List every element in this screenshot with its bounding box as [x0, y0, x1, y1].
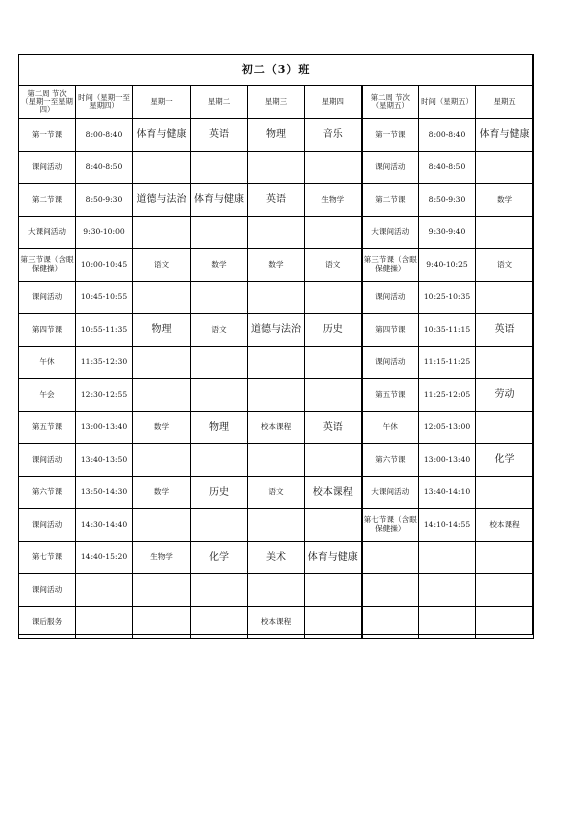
table-cell: 午休	[362, 411, 419, 444]
column-header: 星期一	[133, 86, 191, 119]
table-cell: 10:00-10:45	[76, 249, 133, 282]
table-cell: 第七节课（含眼保健操）	[362, 509, 419, 542]
table-cell: 数学	[476, 184, 534, 217]
table-row	[19, 184, 534, 217]
table-cell	[133, 151, 191, 184]
table-cell: 英语	[191, 119, 248, 152]
table-cell: 大课间活动	[362, 216, 419, 249]
table-cell: 8:40-8:50	[419, 151, 476, 184]
table-cell	[191, 216, 248, 249]
table-cell: 大课间活动	[19, 216, 76, 249]
table-cell	[191, 281, 248, 314]
table-cell: 14:40-15:20	[76, 541, 133, 574]
table-cell	[419, 541, 476, 574]
timetable-body	[19, 119, 534, 639]
table-cell: 13:40-14:10	[419, 476, 476, 509]
table-cell: 大课间活动	[362, 476, 419, 509]
table-cell	[419, 606, 476, 639]
table-cell: 课间活动	[362, 346, 419, 379]
table-cell	[476, 281, 534, 314]
column-header: 时间（星期五）	[419, 86, 476, 119]
table-cell	[476, 574, 534, 607]
table-cell: 物理	[248, 119, 305, 152]
table-cell: 英语	[305, 411, 362, 444]
table-cell: 历史	[191, 476, 248, 509]
table-cell: 物理	[191, 411, 248, 444]
table-cell	[76, 606, 133, 639]
table-cell: 12:30-12:55	[76, 379, 133, 412]
table-cell	[248, 216, 305, 249]
table-cell: 12:05-13:00	[419, 411, 476, 444]
table-cell: 第一节课	[19, 119, 76, 152]
table-cell: 语文	[191, 314, 248, 347]
table-cell: 化学	[476, 444, 534, 477]
table-cell: 10:35-11:15	[419, 314, 476, 347]
table-cell: 道德与法治	[133, 184, 191, 217]
table-cell: 校本课程	[248, 606, 305, 639]
table-cell	[362, 606, 419, 639]
table-cell: 课间活动	[19, 281, 76, 314]
table-cell: 体育与健康	[133, 119, 191, 152]
table-cell: 校本课程	[248, 411, 305, 444]
table-cell	[191, 444, 248, 477]
table-cell	[476, 216, 534, 249]
table-cell: 11:35-12:30	[76, 346, 133, 379]
table-cell: 体育与健康	[305, 541, 362, 574]
table-cell	[476, 346, 534, 379]
table-cell: 11:25-12:05	[419, 379, 476, 412]
table-cell: 11:15-11:25	[419, 346, 476, 379]
table-row	[19, 216, 534, 249]
table-cell	[476, 411, 534, 444]
table-cell: 第四节课	[19, 314, 76, 347]
table-cell	[248, 379, 305, 412]
table-cell: 第六节课	[19, 476, 76, 509]
table-cell: 第二节课	[19, 184, 76, 217]
column-header: 星期四	[305, 86, 362, 119]
table-cell: 第三节课（含眼保健操）	[19, 249, 76, 282]
column-header: 星期五	[476, 86, 534, 119]
table-cell: 午会	[19, 379, 76, 412]
table-cell	[476, 606, 534, 639]
table-cell: 10:55-11:35	[76, 314, 133, 347]
table-cell: 数学	[248, 249, 305, 282]
table-cell: 第四节课	[362, 314, 419, 347]
table-cell: 语文	[305, 249, 362, 282]
table-cell: 第六节课	[362, 444, 419, 477]
table-cell	[191, 606, 248, 639]
table-row	[19, 411, 534, 444]
table-cell: 第五节课	[362, 379, 419, 412]
table-row	[19, 151, 534, 184]
table-cell	[133, 444, 191, 477]
table-cell: 体育与健康	[476, 119, 534, 152]
table-cell: 英语	[248, 184, 305, 217]
table-cell: 10:25-10:35	[419, 281, 476, 314]
table-cell: 13:00-13:40	[419, 444, 476, 477]
table-cell: 音乐	[305, 119, 362, 152]
table-cell	[133, 281, 191, 314]
table-cell: 道德与法治	[248, 314, 305, 347]
column-header: 星期三	[248, 86, 305, 119]
table-cell: 13:40-13:50	[76, 444, 133, 477]
table-cell	[305, 216, 362, 249]
table-cell: 第三节课（含眼保健操）	[362, 249, 419, 282]
table-row	[19, 476, 534, 509]
table-cell: 8:00-8:40	[419, 119, 476, 152]
table-cell	[248, 574, 305, 607]
table-row	[19, 346, 534, 379]
table-cell: 数学	[133, 476, 191, 509]
table-cell: 课间活动	[362, 151, 419, 184]
table-cell: 8:50-9:30	[76, 184, 133, 217]
table-row	[19, 379, 534, 412]
timetable-sheet	[18, 54, 533, 639]
table-cell: 语文	[133, 249, 191, 282]
table-cell	[305, 346, 362, 379]
table-cell	[305, 379, 362, 412]
table-cell: 课间活动	[19, 574, 76, 607]
table-cell: 13:00-13:40	[76, 411, 133, 444]
table-cell: 校本课程	[305, 476, 362, 509]
table-cell	[362, 541, 419, 574]
table-cell: 物理	[133, 314, 191, 347]
table-cell	[305, 509, 362, 542]
table-cell	[476, 151, 534, 184]
table-cell: 化学	[191, 541, 248, 574]
table-cell: 美术	[248, 541, 305, 574]
table-cell	[191, 151, 248, 184]
column-header: 时间（星期一至星期四）	[76, 86, 133, 119]
table-cell: 课间活动	[362, 281, 419, 314]
table-cell	[248, 444, 305, 477]
table-cell: 生物学	[305, 184, 362, 217]
table-cell: 8:40-8:50	[76, 151, 133, 184]
table-cell: 第五节课	[19, 411, 76, 444]
table-cell	[191, 346, 248, 379]
table-cell	[248, 281, 305, 314]
table-cell	[305, 574, 362, 607]
table-cell	[476, 476, 534, 509]
table-cell: 14:30-14:40	[76, 509, 133, 542]
table-cell: 10:45-10:55	[76, 281, 133, 314]
table-row	[19, 281, 534, 314]
table-cell	[305, 444, 362, 477]
table-cell: 第一节课	[362, 119, 419, 152]
table-cell: 第二节课	[362, 184, 419, 217]
table-cell: 14:10-14:55	[419, 509, 476, 542]
table-row	[19, 509, 534, 542]
table-cell: 校本课程	[476, 509, 534, 542]
table-cell	[419, 574, 476, 607]
table-cell	[305, 281, 362, 314]
table-cell	[248, 509, 305, 542]
table-cell: 英语	[476, 314, 534, 347]
table-cell: 生物学	[133, 541, 191, 574]
table-cell: 数学	[133, 411, 191, 444]
table-row	[19, 541, 534, 574]
table-cell	[133, 574, 191, 607]
table-cell: 9:40-10:25	[419, 249, 476, 282]
table-cell	[362, 574, 419, 607]
table-row	[19, 444, 534, 477]
table-row	[19, 119, 534, 152]
table-cell: 9:30-10:00	[76, 216, 133, 249]
table-cell	[191, 509, 248, 542]
table-cell	[133, 346, 191, 379]
table-cell: 8:50-9:30	[419, 184, 476, 217]
table-cell: 劳动	[476, 379, 534, 412]
table-cell	[133, 606, 191, 639]
table-cell	[305, 606, 362, 639]
table-cell	[76, 574, 133, 607]
column-header: 第二周 节次（星期一至星期四）	[19, 86, 76, 119]
table-cell: 第七节课	[19, 541, 76, 574]
table-row	[19, 249, 534, 282]
table-cell: 数学	[191, 249, 248, 282]
table-cell: 语文	[476, 249, 534, 282]
table-cell: 8:00-8:40	[76, 119, 133, 152]
table-row	[19, 314, 534, 347]
table-cell: 体育与健康	[191, 184, 248, 217]
table-row	[19, 574, 534, 607]
header-row	[19, 86, 534, 119]
table-cell: 课后服务	[19, 606, 76, 639]
table-cell	[133, 216, 191, 249]
table-cell: 历史	[305, 314, 362, 347]
column-header: 星期二	[191, 86, 248, 119]
table-cell: 课间活动	[19, 509, 76, 542]
table-cell: 课间活动	[19, 444, 76, 477]
table-cell: 9:30-9:40	[419, 216, 476, 249]
table-cell	[191, 574, 248, 607]
table-cell	[133, 379, 191, 412]
table-cell: 语文	[248, 476, 305, 509]
table-cell	[476, 541, 534, 574]
table-cell	[133, 509, 191, 542]
table-cell	[248, 346, 305, 379]
table-row	[19, 606, 534, 639]
class-timetable	[18, 54, 534, 639]
table-cell	[248, 151, 305, 184]
column-header: 第二周 节次（星期五）	[362, 86, 419, 119]
table-cell: 13:50-14:30	[76, 476, 133, 509]
table-cell: 午休	[19, 346, 76, 379]
table-cell	[305, 151, 362, 184]
table-cell: 课间活动	[19, 151, 76, 184]
timetable-title: 初二（3）班	[19, 55, 534, 86]
table-cell	[191, 379, 248, 412]
